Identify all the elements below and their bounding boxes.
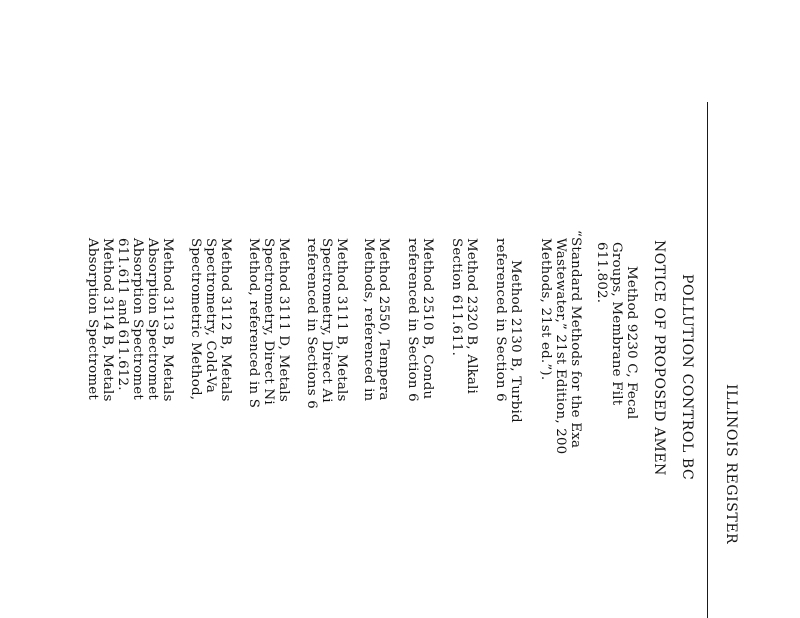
paragraph-line: Method 2320 B, Alkali: [464, 238, 479, 395]
board-title: POLLUTION CONTROL BC: [679, 274, 695, 481]
paragraph-line: referenced in Sections 6: [304, 238, 319, 409]
paragraph-line: “Standard Methods for the Exa: [568, 230, 583, 449]
paragraph-line: Method 3111 B, Metals: [334, 238, 349, 402]
rotated-text-block: [85, 102, 800, 618]
paragraph-line: Groups, Membrane Filt: [609, 242, 624, 406]
paragraph-line: Wastewater,” 21st Edition, 200: [553, 238, 568, 455]
paragraph-line: Method 3111 D, Metals: [276, 238, 291, 402]
paragraph-line: Method 3113 B, Metals: [160, 238, 175, 402]
notice-title: NOTICE OF PROPOSED AMEN: [651, 240, 667, 476]
paragraph-line: Spectrometric Method,: [188, 238, 203, 401]
paragraph-line: referenced in Section 6: [493, 238, 508, 402]
paragraph-line: 611.802.: [594, 242, 609, 304]
paragraph-line: Methods, referenced in: [361, 238, 376, 402]
paragraph-line: Method, referenced in S: [246, 238, 261, 409]
paragraph-line: Absorption Spectromet: [145, 238, 160, 400]
paragraph-line: Absorption Spectromet: [85, 238, 100, 400]
paragraph-line: Method 3114 B, Metals: [100, 238, 115, 402]
paragraph-line: Section 611.611.: [449, 238, 464, 357]
header-rule: [707, 102, 708, 618]
paragraph-line: Method 2130 B, Turbid: [508, 260, 523, 423]
paragraph-line: Method 3112 B, Metals: [218, 238, 233, 402]
register-title: ILLINOIS REGISTER: [723, 384, 739, 545]
paragraph-line: Absorption Spectromet: [130, 238, 145, 400]
paragraph-line: Spectrometry, Direct Ai: [319, 238, 334, 403]
paragraph-line: Spectrometry, Direct Ni: [261, 238, 276, 405]
paragraph-line: Methods, 21st ed.”).: [538, 238, 553, 381]
paragraph-line: Method 2510 B, Condu: [420, 238, 435, 400]
paragraph-line: Method 9230 C, Fecal: [624, 266, 639, 420]
paragraph-line: Spectrometry, Cold-Va: [203, 238, 218, 394]
paragraph-line: 611.611 and 611.612.: [115, 238, 130, 391]
paragraph-line: Method 2550, Tempera: [376, 238, 391, 401]
paragraph-line: referenced in Section 6: [405, 238, 420, 402]
